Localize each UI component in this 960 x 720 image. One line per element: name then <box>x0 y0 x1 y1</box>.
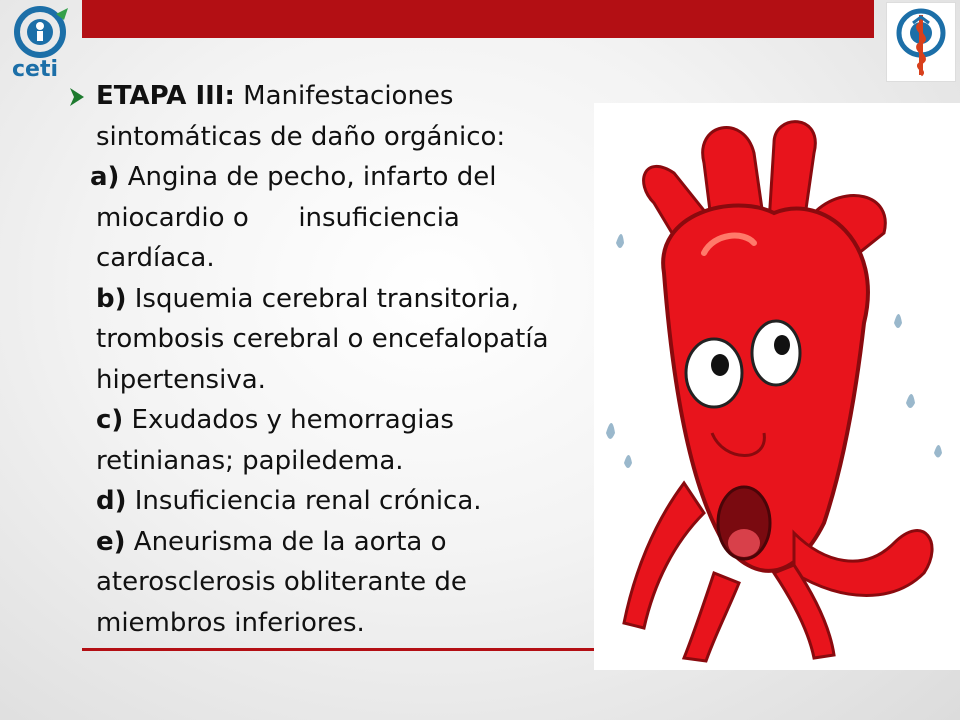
item-text: Aneurisma de la aorta o <box>125 526 447 557</box>
item-label: c) <box>96 405 124 435</box>
item-label: d) <box>96 486 127 516</box>
item-label: a) <box>90 162 120 192</box>
item-text: miembros inferiores. <box>96 607 365 638</box>
item-text: Angina de pecho, infarto del <box>119 162 497 192</box>
header-bar <box>82 0 874 38</box>
slide-body <box>68 76 628 643</box>
item-text: miocardio o insuficiencia <box>96 202 460 233</box>
item-text: Insuficiencia renal crónica. <box>126 486 482 516</box>
list-item-c <box>68 400 628 441</box>
heading-text-1: Manifestaciones <box>243 81 454 111</box>
item-text: hipertensiva. <box>96 364 266 395</box>
heading-label: ETAPA III: <box>96 81 235 111</box>
item-text: cardíaca. <box>96 243 215 273</box>
divider-line <box>82 648 594 651</box>
scared-heart-illustration <box>594 103 960 670</box>
medical-emblem-logo <box>886 2 956 82</box>
ceti-logo <box>6 4 78 82</box>
list-item-d <box>68 481 628 522</box>
logo-text: ceti <box>12 57 59 82</box>
list-item-e <box>68 522 628 563</box>
arrow-bullet-icon <box>68 86 86 108</box>
item-label: e) <box>96 526 126 557</box>
item-text: Isquemia cerebral transitoria, <box>126 283 520 314</box>
item-text: Exudados y hemorragias <box>123 405 454 435</box>
list-item-a <box>68 157 628 198</box>
list-item-b <box>68 279 628 320</box>
heading-text-2: sintomáticas de daño orgánico: <box>96 121 506 152</box>
item-text: trombosis cerebral o encefalopatía <box>96 324 549 354</box>
item-label: b) <box>96 283 127 314</box>
item-text: retinianas; papiledema. <box>96 445 404 476</box>
item-text: aterosclerosis obliterante de <box>96 567 467 597</box>
heading <box>68 76 628 117</box>
